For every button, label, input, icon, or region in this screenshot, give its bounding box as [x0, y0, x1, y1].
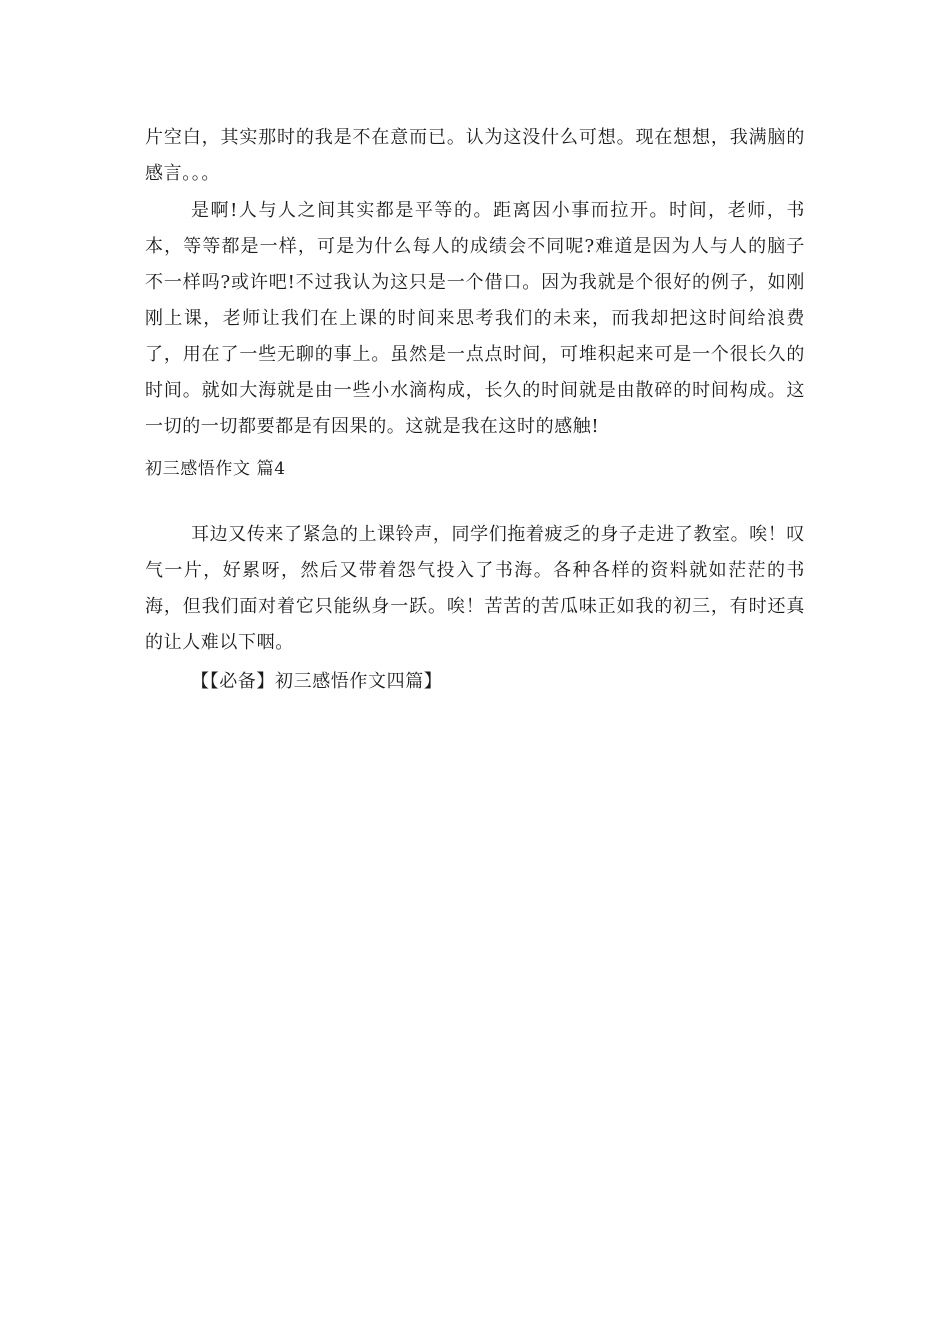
paragraph-continuation: 片空白，其实那时的我是不在意而已。认为这没什么可想。现在想想，我满脑的感言。。。	[145, 127, 805, 184]
paragraph-reflection: 是啊!人与人之间其实都是平等的。距离因小事而拉开。时间，老师，书本，等等都是一样，可是为什么每人的成绩会不同呢?难道是因为人与人的脑子不一样吗?或许吧!不过我认为这只是一个借口。因为我就是个很好的例子，如刚刚上课，老师让我们在上课的时间来思考我们的未来，而我却把这时间给浪费了，用在了一些无聊的事上。虽然是一点点时间，可堆积起来可是一个很长久的时间。就如大海就是由一些小水滴构成，长久的时间就是由散碎的时间构成。这一切的一切都要都是有因果的。这就是我在这时的感触!	[145, 200, 805, 437]
section-heading: 初三感悟作文 篇4	[145, 459, 286, 479]
paragraph-essay-4: 耳边又传来了紧急的上课铃声，同学们拖着疲乏的身子走进了教室。唉！叹气一片，好累呀，然后又带着怨气投入了书海。各种各样的资料就如茫茫的书海，但我们面对着它只能纵身一跃。唉！苦苦的苦瓜味正如我的初三，有时还真的让人难以下咽。	[145, 524, 805, 653]
document-footer-title: 【【必备】初三感悟作文四篇】	[191, 671, 443, 692]
